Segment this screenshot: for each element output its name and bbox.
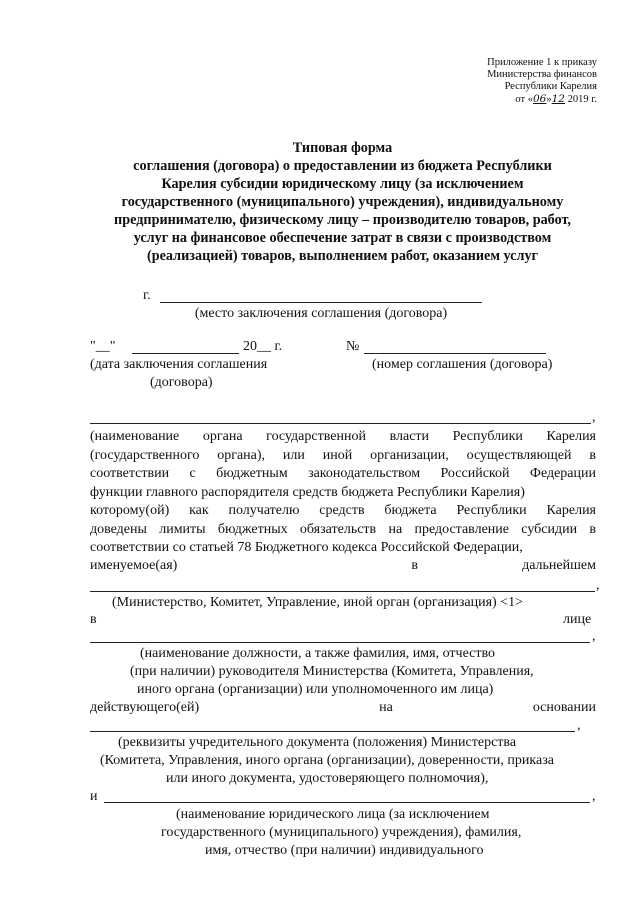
official-caption-3: иного органа (организации) или уполномоченного им лица): [137, 682, 494, 697]
entity-caption-3: имя, отчество (при наличии) индивидуального: [205, 843, 484, 858]
annex-date-sep: »: [546, 94, 552, 105]
organ-caption-line: (государственного органа), или иной организации, осуществляющей в: [90, 447, 596, 463]
official-caption-1: (наименование должности, а также фамилия, имя, отчество: [140, 646, 495, 661]
title-line: государственного (муниципального) учреждения), индивидуальному: [121, 194, 564, 210]
organ-comma: ,: [592, 410, 596, 425]
official-comma: ,: [592, 629, 596, 644]
annex-line-2: Министерства финансов: [487, 69, 597, 80]
basis-comma: ,: [577, 718, 581, 733]
title-line: соглашения (договора) о предоставлении из бюджета Республики: [133, 158, 552, 174]
named-word-1: именуемое(ая): [90, 558, 178, 573]
date-caption-1: (дата заключения соглашения: [90, 357, 268, 372]
organ-caption-block: [90, 428, 596, 558]
place-caption: (место заключения соглашения (договора): [194, 306, 448, 321]
annex-date-prefix: от «: [515, 94, 533, 105]
organ-caption-line: соответствии со статьей 78 Бюджетного кодекса Российской Федерации,: [90, 540, 523, 555]
place-prefix: г.: [143, 288, 151, 303]
ministry-caption: (Министерство, Комитет, Управление, иной орган (организация) <1>: [112, 595, 523, 610]
organ-caption-line: доведены лимиты бюджетных обязательств на предоставление субсидии в: [90, 521, 596, 537]
entity-caption-1: (наименование юридического лица (за исключением: [176, 807, 490, 822]
annex-date: [427, 93, 597, 106]
official-field-line[interactable]: [90, 642, 590, 643]
in-word: в: [90, 612, 97, 627]
annex-date-month: 12: [551, 93, 565, 105]
annex-header: [427, 57, 597, 106]
entity-caption-2: государственного (муниципального) учреждения), фамилия,: [161, 825, 522, 840]
entity-field-line[interactable]: [104, 802, 590, 803]
named-word-2: в: [411, 558, 419, 573]
organ-caption-line: функции главного распорядителя средств бюджета Республики Карелия): [90, 484, 525, 500]
person-word: лице: [563, 612, 592, 627]
named-word-3: дальнейшем: [522, 558, 596, 573]
number-sign: №: [346, 339, 360, 354]
acting-word-2: на: [379, 700, 393, 715]
basis-field-line[interactable]: [90, 731, 575, 732]
named-row: [90, 557, 596, 575]
basis-caption-2: (Комитета, Управления, иного органа (организации), доверенности, приказа: [100, 753, 554, 768]
organ-caption-line: которому(ой) как получателю средств бюджета Республики Карелия: [90, 503, 596, 518]
place-field-line[interactable]: [160, 302, 482, 303]
document-title: [90, 139, 595, 265]
acting-word-3: основании: [532, 700, 596, 715]
title-line: предпринимателю, физическому лицу – производителю товаров, работ,: [114, 212, 571, 228]
organ-caption-line: (наименование органа государственной власти Республики Карелия: [90, 429, 596, 444]
basis-caption-1: (реквизиты учредительного документа (положения) Министерства: [118, 735, 517, 750]
date-year: 20__ г.: [243, 339, 283, 354]
and-word: и: [90, 789, 98, 804]
annex-line-3: Республики Карелия: [504, 81, 597, 92]
annex-date-day: 06: [533, 93, 547, 105]
title-line: Типовая форма: [292, 140, 393, 156]
date-month-line[interactable]: [132, 353, 239, 354]
number-field-line[interactable]: [364, 353, 546, 354]
basis-caption-3: или иного документа, удостоверяющего полномочия),: [166, 771, 489, 786]
acting-row: [90, 699, 596, 717]
organ-field-line[interactable]: [90, 423, 591, 424]
annex-line-1: Приложение 1 к приказу: [487, 57, 597, 68]
entity-comma: ,: [592, 789, 596, 804]
number-caption: (номер соглашения (договора): [372, 357, 553, 372]
title-line: услуг на финансовое обеспечение затрат в связи с производством: [133, 230, 552, 246]
annex-date-year: 2019 г.: [567, 94, 597, 105]
date-quote: "__": [90, 339, 116, 354]
title-line: Карелия субсидии юридическому лицу (за исключением: [161, 176, 524, 192]
ministry-short-line[interactable]: [90, 591, 595, 592]
organ-caption-line: соответствии с бюджетным законодательством Российской Федерации: [90, 466, 596, 481]
acting-word-1: действующего(ей): [90, 700, 200, 715]
title-line: (реализацией) товаров, выполнением работ, оказанием услуг: [147, 248, 538, 264]
official-caption-2: (при наличии) руководителя Министерства (Комитета, Управления,: [130, 664, 534, 679]
ministry-comma: ,: [596, 578, 600, 593]
date-caption-2: (договора): [150, 375, 213, 390]
